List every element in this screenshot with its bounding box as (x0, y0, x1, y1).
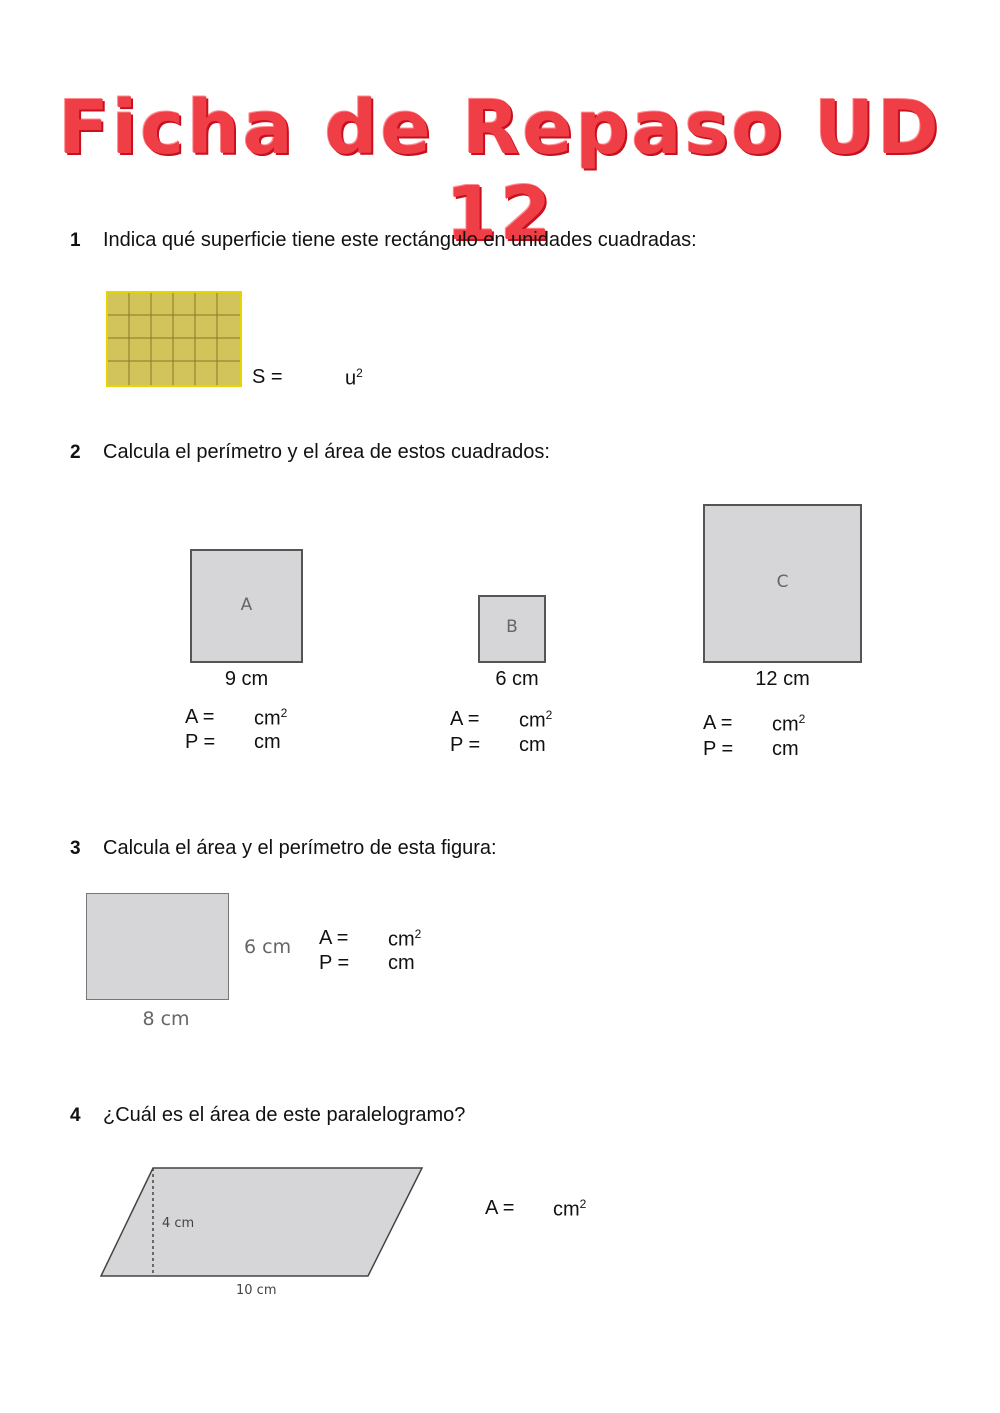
perimeter-label: P = (703, 738, 734, 760)
square-a (190, 549, 303, 663)
area-label: A = (703, 712, 733, 734)
side-label: 6 cm (495, 668, 539, 690)
perimeter-label: P = (319, 952, 350, 974)
question-number: 4 (70, 1105, 81, 1126)
square-tag: B (506, 617, 518, 637)
parallelogram-figure (98, 1165, 426, 1280)
square-c (703, 504, 862, 663)
perimeter-unit: cm (388, 952, 415, 974)
area-unit: $cm^2$ (388, 927, 422, 951)
square-b (478, 595, 546, 663)
question-text: Calcula el perímetro y el área de estos cuadrados: (103, 441, 550, 463)
question-number: 3 (70, 838, 81, 859)
question-number: 1 (70, 230, 81, 251)
square-tag: C (776, 572, 789, 592)
perimeter-unit: cm (254, 731, 281, 753)
perimeter-label: P = (450, 734, 481, 756)
width-label: 8 cm (142, 1008, 190, 1030)
area-unit: $cm^2$ (772, 712, 806, 736)
question-text: Indica qué superficie tiene este rectángulo en unidades cuadradas: (103, 229, 697, 251)
rectangle-figure (86, 893, 229, 1000)
perimeter-unit: cm (519, 734, 546, 756)
base-label: 10 cm (236, 1283, 277, 1298)
area-unit: $cm^2$ (519, 708, 553, 732)
height-label: 4 cm (162, 1216, 195, 1231)
area-label: A = (450, 708, 480, 730)
area-unit: $cm^2$ (553, 1197, 587, 1221)
square-tag: A (240, 595, 253, 615)
unit-grid-rectangle (106, 291, 242, 387)
perimeter-label: P = (185, 731, 216, 753)
question-number: 2 (70, 442, 81, 463)
surface-unit: $u^2$ (345, 366, 363, 390)
question-text: Calcula el área y el perímetro de esta figura: (103, 837, 497, 859)
area-unit: $cm^2$ (254, 706, 288, 730)
side-label: 12 cm (755, 668, 810, 690)
perimeter-unit: cm (772, 738, 799, 760)
area-label: A = (185, 706, 215, 728)
surface-label: S = (252, 366, 283, 388)
question-text: ¿Cuál es el área de este paralelogramo? (103, 1104, 466, 1126)
area-label: A = (319, 927, 349, 949)
side-label: 9 cm (224, 668, 269, 690)
page-title: Ficha de Repaso UD 12 (58, 85, 942, 257)
height-label: 6 cm (244, 936, 292, 958)
area-label: A = (485, 1197, 515, 1219)
